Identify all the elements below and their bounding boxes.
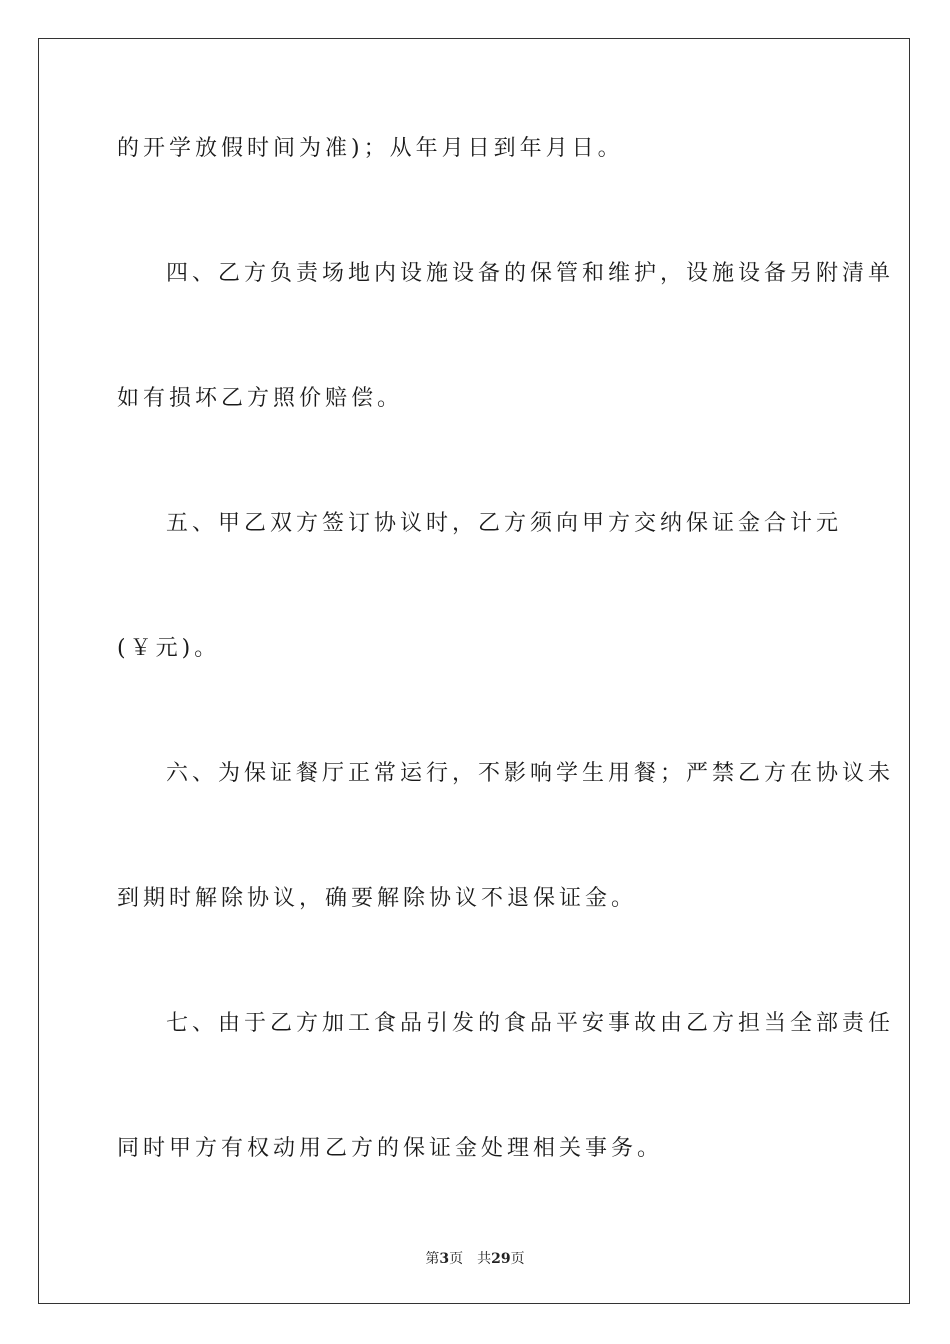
total-pages: 29 <box>491 1251 511 1267</box>
paragraph-four: 四、乙方负责场地内设施设备的保管和维护，设施设备另附清单 <box>166 261 895 286</box>
page-number: 3 <box>439 1251 450 1267</box>
page-border <box>38 38 910 1304</box>
text-line: 如有损坏乙方照价赔偿。 <box>117 386 404 411</box>
page-footer <box>0 1248 950 1268</box>
paragraph-five: 五、甲乙双方签订协议时，乙方须向甲方交纳保证金合计元 <box>166 511 843 536</box>
total-prefix: 共 <box>477 1251 492 1267</box>
paragraph-six: 六、为保证餐厅正常运行，不影响学生用餐；严禁乙方在协议未 <box>166 761 895 786</box>
total-suffix: 页 <box>510 1251 525 1267</box>
page-suffix: 页 <box>449 1251 464 1267</box>
text-line: 的开学放假时间为准)；从年月日到年月日。 <box>117 136 624 161</box>
paragraph-seven: 七、由于乙方加工食品引发的食品平安事故由乙方担当全部责任 <box>166 1011 895 1036</box>
text-line: 同时甲方有权动用乙方的保证金处理相关事务。 <box>117 1136 664 1161</box>
text-line: 到期时解除协议，确要解除协议不退保证金。 <box>117 886 638 911</box>
text-line: (￥元)。 <box>117 636 221 661</box>
page-prefix: 第 <box>425 1251 440 1267</box>
